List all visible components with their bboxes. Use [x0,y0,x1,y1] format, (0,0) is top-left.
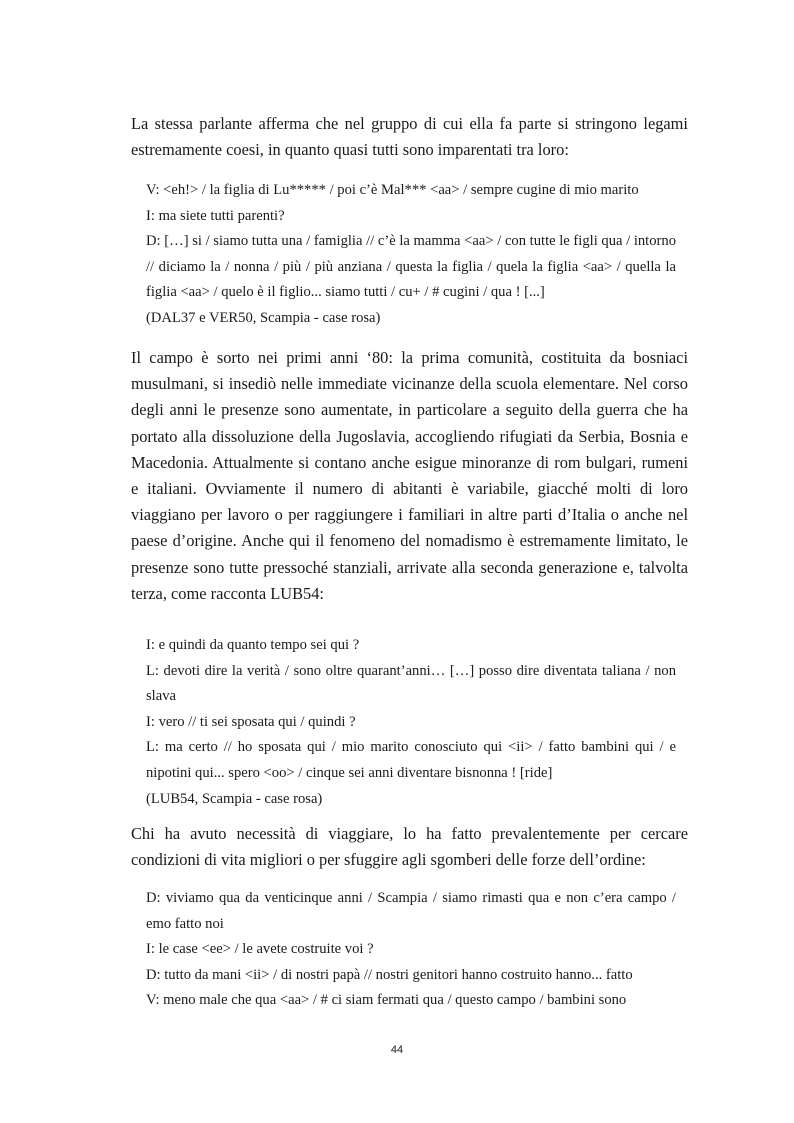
transcript-line: L: ma certo // ho sposata qui / mio marito conosciuto qui <ii> / fatto bambini qui / e nipotini qui... spero <oo> / cinque sei anni diventare bisnonna ! [ride] [146,739,676,781]
transcript-line: V: <eh!> / la figlia di Lu***** / poi c’è Mal*** <aa> / sempre cugine di mio marito [146,182,639,198]
interview-transcript [146,633,676,812]
transcript-source: (DAL37 e VER50, Scampia - case rosa) [146,309,381,326]
transcript-line: I: ma siete tutti parenti? [146,207,285,224]
transcript-line: I: le case <ee> / le avete costruite voi ? [146,941,374,958]
transcript-line: I: vero // ti sei sposata qui / quindi ? [146,713,356,730]
transcript-line: D: tutto da mani <ii> / di nostri papà // nostri genitori hanno costruito hanno... fatto [146,966,633,983]
body-paragraph: La stessa parlante afferma che nel gruppo di cui ella fa parte si stringono legami estremamente coesi, in quanto quasi tutti sono imparentati tra loro: [131,114,688,160]
transcript-line: L: devoti dire la verità / sono oltre quarant’anni… […] posso dire diventata taliana / non slava [146,662,676,705]
body-paragraph: Chi ha avuto necessità di viaggiare, lo ha fatto prevalentemente per cercare condizioni di vita migliori o per sfuggire agli sgomberi delle forze dell’ordine: [131,824,688,870]
transcript-line: V: meno male che qua <aa> / # ci siam fermati qua / questo campo / bambini sono [146,992,627,1009]
body-paragraph: Il campo è sorto nei primi anni ‘80: la prima comunità, costituita da bosniaci musulmani, si insediò nelle immediate vicinanze della scuola elementare. Nel corso degli anni le presenze sono aumentate, in particolare a seguito della guerra che ha portato alla dissoluzione della Jugoslavia, accogliendo rifugiati da Serbia, Bosnia e Macedonia. Attualmente si contano anche esigue minoranze di rom bulgari, rumeni e italiani. Ovviamente il numero di abitanti è variabile, giacché molti di loro viaggiano per lavoro o per raggiungere i familiari in altre parti d’Italia o anche nel paese d’origine. Anche qui il fenomeno del nomadismo è estremamente limitato, le presenze sono tutte pressoché stanziali, arrivate alla seconda generazione e, talvolta terza, come racconta LUB54: [131,348,688,603]
transcript-source: (LUB54, Scampia - case rosa) [146,790,323,807]
page-number: 44 [390,1044,404,1056]
transcript-line: I: e quindi da quanto tempo sei qui ? [146,637,360,653]
transcript-line: D: viviamo qua da venticinque anni / Scampia / siamo rimasti qua e non c’era campo / emo fatto noi [146,890,676,932]
interview-transcript [146,178,676,332]
interview-transcript [146,886,676,1014]
transcript-line: D: […] si / siamo tutta una / famiglia // c’è la mamma <aa> / con tutte le figli qua / intorno // diciamo la / nonna / più / più anziana / questa la figlia / quela la figlia <aa> / quella la figlia <aa> / quelo è il figlio... siamo tutti / cu+ / # cugini / qua ! [...] [146,233,676,301]
